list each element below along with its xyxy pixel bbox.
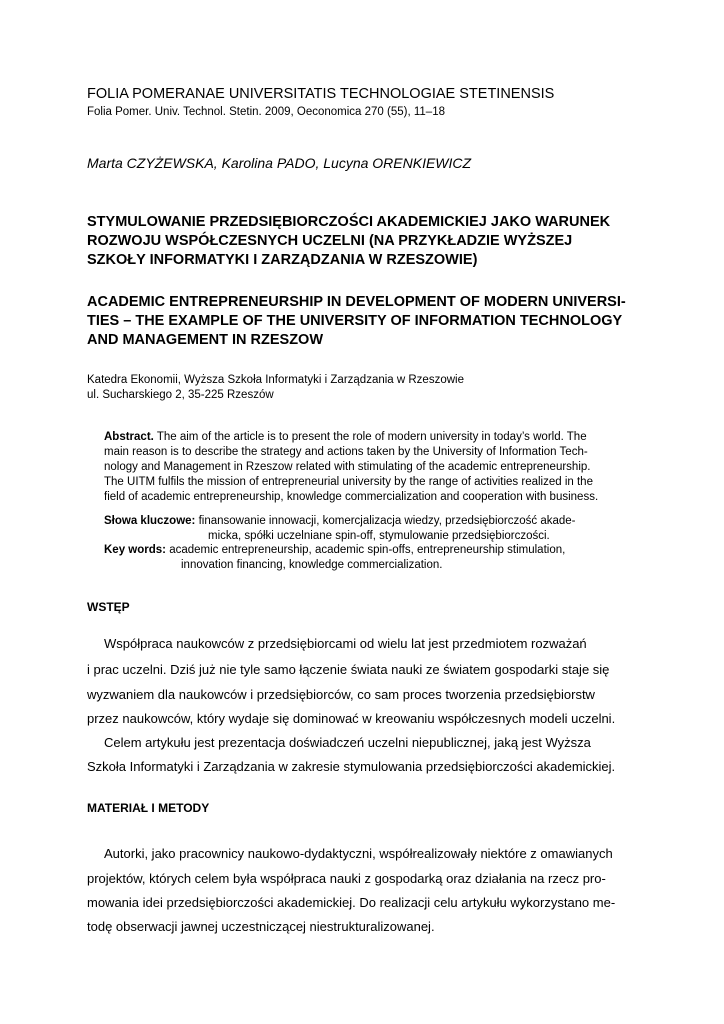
abstract-line: The UITM fulfils the mission of entrepreneurial university by the range of activities realized in the	[104, 476, 593, 488]
paragraph-line: todę obserwacji jawnej uczestniczącej niestrukturalizowanej.	[87, 919, 435, 934]
title-pl-line: SZKOŁY INFORMATYKI I ZARZĄDZANIA W RZESZOWIE)	[87, 252, 478, 268]
affiliation-line: Katedra Ekonomii, Wyższa Szkoła Informatyki i Zarządzania w Rzeszowie	[87, 374, 464, 386]
paragraph-line: i prac uczelni. Dziś już nie tyle samo łączenie świata nauki ze światem gospodarki staje się	[87, 662, 610, 677]
authors: Marta CZYŻEWSKA, Karolina PADO, Lucyna ORENKIEWICZ	[87, 155, 472, 171]
keywords-pl-line	[104, 515, 576, 527]
abstract-text: The aim of the article is to present the role of modern university in today’s world. The	[153, 431, 587, 443]
title-pl-line: ROZWOJU WSPÓŁCZESNYCH UCZELNI (NA PRZYKŁADZIE WYŻSZEJ	[87, 233, 573, 249]
keywords-pl-line: micka, spółki uczelniane spin-off, stymulowanie przedsiębiorczości.	[208, 530, 550, 542]
abstract-label: Abstract.	[104, 431, 154, 443]
keywords-pl-text: finansowanie innowacji, komercjalizacja wiedzy, przedsiębiorczość akade-	[195, 515, 576, 527]
keywords-en-text: academic entrepreneurship, academic spin-offs, entrepreneurship stimulation,	[166, 544, 566, 556]
keywords-en-line: innovation financing, knowledge commercialization.	[181, 559, 443, 571]
paragraph-line: wyzwaniem dla naukowców i przedsiębiorców, co sam proces tworzenia przedsiębiorstw	[87, 687, 595, 702]
abstract-line: main reason is to describe the strategy and actions taken by the University of Information Tech-	[104, 446, 588, 458]
section-heading: MATERIAŁ I METODY	[87, 801, 210, 815]
abstract-line	[104, 431, 587, 443]
title-pl-line: STYMULOWANIE PRZEDSIĘBIORCZOŚCI AKADEMICKIEJ JAKO WARUNEK	[87, 214, 611, 230]
keywords-en-label: Key words:	[104, 544, 166, 556]
paragraph-line: Autorki, jako pracownicy naukowo-dydaktyczni, współrealizowały niektóre z omawianych	[104, 846, 613, 861]
paragraph-line: mowania idei przedsiębiorczości akademickiej. Do realizacji celu artykułu wykorzystano me-	[87, 895, 616, 910]
affiliation-line: ul. Sucharskiego 2, 35-225 Rzeszów	[87, 389, 274, 401]
keywords-pl-label: Słowa kluczowe:	[104, 515, 196, 527]
abstract-line: field of academic entrepreneurship, knowledge commercialization and cooperation with business.	[104, 491, 599, 503]
paragraph-line: Celem artykułu jest prezentacja doświadczeń uczelni niepublicznej, jaką jest Wyższa	[104, 735, 591, 750]
abstract-line: nology and Management in Rzeszow related with stimulating of the academic entrepreneurship.	[104, 461, 591, 473]
title-en-line: AND MANAGEMENT IN RZESZOW	[87, 332, 324, 348]
paragraph-line: projektów, których celem była współpraca nauki z gospodarką oraz działania na rzecz pro-	[87, 871, 606, 886]
keywords-en-line	[104, 544, 565, 556]
paragraph-line: przez naukowców, który wydaje się dominować w kreowaniu współczesnych modeli uczelni.	[87, 711, 616, 726]
title-en-line: ACADEMIC ENTREPRENEURSHIP IN DEVELOPMENT OF MODERN UNIVERSI-	[87, 294, 626, 310]
section-heading: WSTĘP	[87, 600, 130, 614]
paragraph-line: Współpraca naukowców z przedsiębiorcami od wielu lat jest przedmiotem rozważań	[104, 636, 587, 651]
paragraph-line: Szkoła Informatyki i Zarządzania w zakresie stymulowania przedsiębiorczości akademickiej.	[87, 759, 616, 774]
journal-title: FOLIA POMERANAE UNIVERSITATIS TECHNOLOGIAE STETINENSIS	[87, 86, 555, 102]
title-en-line: TIES – THE EXAMPLE OF THE UNIVERSITY OF INFORMATION TECHNOLOGY	[87, 313, 623, 329]
journal-citation: Folia Pomer. Univ. Technol. Stetin. 2009, Oeconomica 270 (55), 11–18	[87, 106, 445, 118]
